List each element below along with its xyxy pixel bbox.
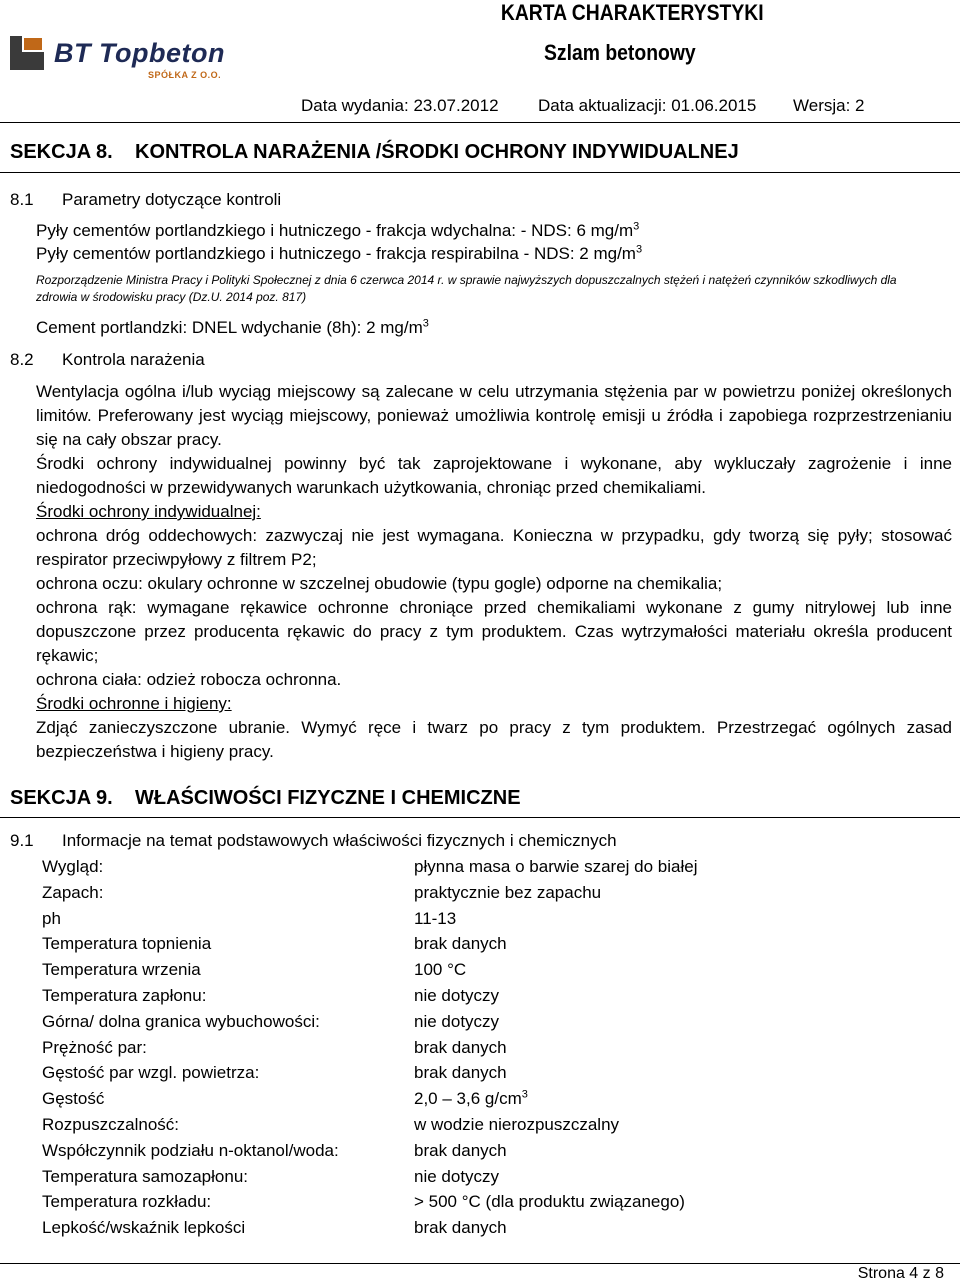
page-number: Strona 4 z 8 [857, 1265, 944, 1282]
subsection-title: Kontrola narażenia [62, 350, 205, 369]
section-8-heading [10, 141, 739, 164]
property-value [414, 1141, 507, 1161]
property-value [414, 857, 698, 877]
hygiene-heading: Środki ochronne i higieny: [36, 694, 232, 713]
subsection-number: 8.1 [10, 190, 34, 209]
property-value-text: brak danych [414, 1063, 507, 1083]
subsection-8-1 [10, 188, 281, 211]
property-value [414, 1115, 619, 1135]
property-value [414, 1218, 507, 1238]
property-name: Wygląd: [42, 857, 104, 876]
property-value-text: brak danych [414, 1037, 507, 1057]
superscript: 3 [633, 220, 640, 233]
dnel-text: Cement portlandzki: DNEL wdychanie (8h): 2 mg/m [36, 318, 423, 337]
property-value-text: praktycznie bez zapachu [414, 882, 602, 902]
property-name: Górna/ dolna granica wybuchowości: [42, 1011, 320, 1031]
property-value-text: płynna masa o barwie szarej do białej [414, 857, 698, 876]
nds-respirable-text: Pyły cementów portlandzkiego i hutniczego - frakcja respirabilna - NDS: 2 mg/m [36, 244, 636, 263]
property-name: Lepkość/wskaźnik lepkości [42, 1218, 246, 1238]
property-value-text: nie dotyczy [414, 985, 500, 1005]
section-title: KONTROLA NARAŻENIA /ŚRODKI OCHRONY INDYWIDUALNEJ [135, 141, 739, 163]
regulation-note: Rozporządzenie Ministra Pracy i Polityki Społecznej z dnia 6 czerwca 2014 r. w sprawie najwyższych dopuszczalnych stężeń i natężeń czynników szkodliwych dla zdrowia w środowisku pracy (Dz.U. 2014 poz. 817) [36, 273, 897, 304]
section-9-heading [10, 787, 521, 810]
property-value [414, 909, 456, 929]
property-name: Temperatura rozkładu: [42, 1192, 212, 1212]
property-name: Gęstość par wzgl. powietrza: [42, 1063, 260, 1083]
property-value-text: 11-13 [414, 908, 457, 928]
property-value [414, 1167, 499, 1187]
property-name: Temperatura wrzenia [42, 960, 201, 980]
property-value [414, 1089, 528, 1109]
ppe-design-paragraph: Środki ochrony indywidualnej powinny być tak zaprojektowane i wykonane, aby wykluczały zagrożenie i inne niedogodności w przewidywanych warunkach użytkowania, chroniąc przed chemikaliami. [36, 454, 952, 497]
property-value-text: w wodzie nierozpuszczalny [414, 1114, 620, 1134]
subsection-number: 9.1 [10, 831, 34, 850]
property-name: Temperatura topnienia [42, 934, 212, 954]
section-title: WŁAŚCIWOŚCI FIZYCZNE I CHEMICZNE [135, 787, 521, 809]
property-value-text: brak danych [414, 934, 507, 954]
property-value-text: brak danych [414, 1140, 507, 1160]
property-name: ph [42, 908, 61, 928]
logo-mark-icon [10, 36, 44, 70]
body-protection: ochrona ciała: odzież robocza ochronna. [36, 670, 342, 689]
subsection-title: Parametry dotyczące kontroli [62, 190, 282, 209]
respiratory-protection: ochrona dróg oddechowych: zazwyczaj nie jest wymagana. Konieczna w przypadku, gdy tworzą się pyły; stosować respirator przeciwpyłowy z filtrem P2; [36, 526, 952, 569]
section-number: SEKCJA 9. [10, 787, 113, 809]
property-value-text: nie dotyczy [414, 1011, 500, 1031]
property-value-text: 2,0 – 3,6 g/cm [414, 1089, 522, 1109]
section-divider [0, 172, 960, 173]
subsection-title: Informacje na temat podstawowych właściwości fizycznych i chemicznych [62, 831, 617, 850]
property-value-text: brak danych [414, 1218, 507, 1238]
footer-divider [0, 1263, 960, 1264]
property-name: Zapach: [42, 882, 104, 902]
subsection-number: 8.2 [10, 350, 34, 369]
property-value [414, 1012, 499, 1032]
property-name: Gęstość [42, 1089, 105, 1109]
property-value [414, 1192, 685, 1212]
property-value [414, 1063, 507, 1083]
ventilation-paragraph: Wentylacja ogólna i/lub wyciąg miejscowy są zalecane w celu utrzymania stężenia par w powietrzu poniżej określonych limitów. Preferowany jest wyciąg miejscowy, ponieważ umożliwia kontrolę emisji u źródła i zapobiega rozprzestrzenianiu się na cały obszar pracy. [36, 382, 952, 449]
property-value [414, 986, 499, 1006]
issue-date: Data wydania: 23.07.2012 [301, 96, 499, 115]
property-value [414, 883, 601, 903]
logo-subtext: SPÓŁKA Z O.O. [148, 70, 222, 80]
property-value-text: > 500 °C (dla produktu związanego) [414, 1192, 685, 1212]
product-name: Szlam betonowy [544, 40, 696, 65]
hand-protection: ochrona rąk: wymagane rękawice ochronne chroniące przed chemikaliami wykonane z gumy nitrylowej lub inne dopuszczone przez producenta rękawic do pracy z tym produktem. Czas wytrzymałości materiału określa producent rękawic; [36, 598, 952, 665]
superscript: 3 [635, 243, 643, 256]
property-value-text: nie dotyczy [414, 1166, 500, 1186]
hygiene-text: Zdjąć zanieczyszczone ubranie. Wymyć ręce i twarz po pracy z tym produktem. Przestrzegać ogólnych zasad bezpieczeństwa i higieny pracy. [36, 718, 952, 761]
property-value [414, 934, 507, 954]
property-value-text: 100 °C [414, 960, 467, 980]
property-name: Rozpuszczalność: [42, 1114, 180, 1134]
nds-inhalable-text: Pyły cementów portlandzkiego i hutniczego - frakcja wdychalna: - NDS: 6 mg/m [36, 221, 634, 240]
property-value [414, 960, 466, 980]
section-divider [0, 817, 960, 818]
company-logo [10, 30, 250, 82]
subsection-9-1 [10, 829, 617, 852]
nds-inhalable [36, 219, 639, 242]
dnel-value [36, 316, 429, 339]
superscript: 3 [521, 1088, 528, 1101]
section-number: SEKCJA 8. [10, 141, 113, 163]
subsection-8-2 [10, 348, 205, 371]
update-date: Data aktualizacji: 01.06.2015 [538, 96, 757, 115]
eye-protection: ochrona oczu: okulary ochronne w szczelnej obudowie (typu gogle) odporne na chemikalia; [36, 574, 723, 593]
nds-respirable [36, 242, 642, 265]
header-divider [0, 122, 960, 123]
version: Wersja: 2 [793, 96, 865, 115]
superscript: 3 [422, 317, 429, 330]
property-name: Temperatura samozapłonu: [42, 1166, 249, 1186]
property-name: Współczynnik podziału n-oktanol/woda: [42, 1140, 339, 1160]
logo-text: BT Topbeton [54, 38, 225, 68]
ppe-heading: Środki ochrony indywidualnej: [36, 502, 261, 521]
property-name: Prężność par: [42, 1037, 147, 1057]
property-name: Temperatura zapłonu: [42, 985, 207, 1005]
document-title: KARTA CHARAKTERYSTYKI [501, 0, 764, 25]
property-value [414, 1038, 507, 1058]
